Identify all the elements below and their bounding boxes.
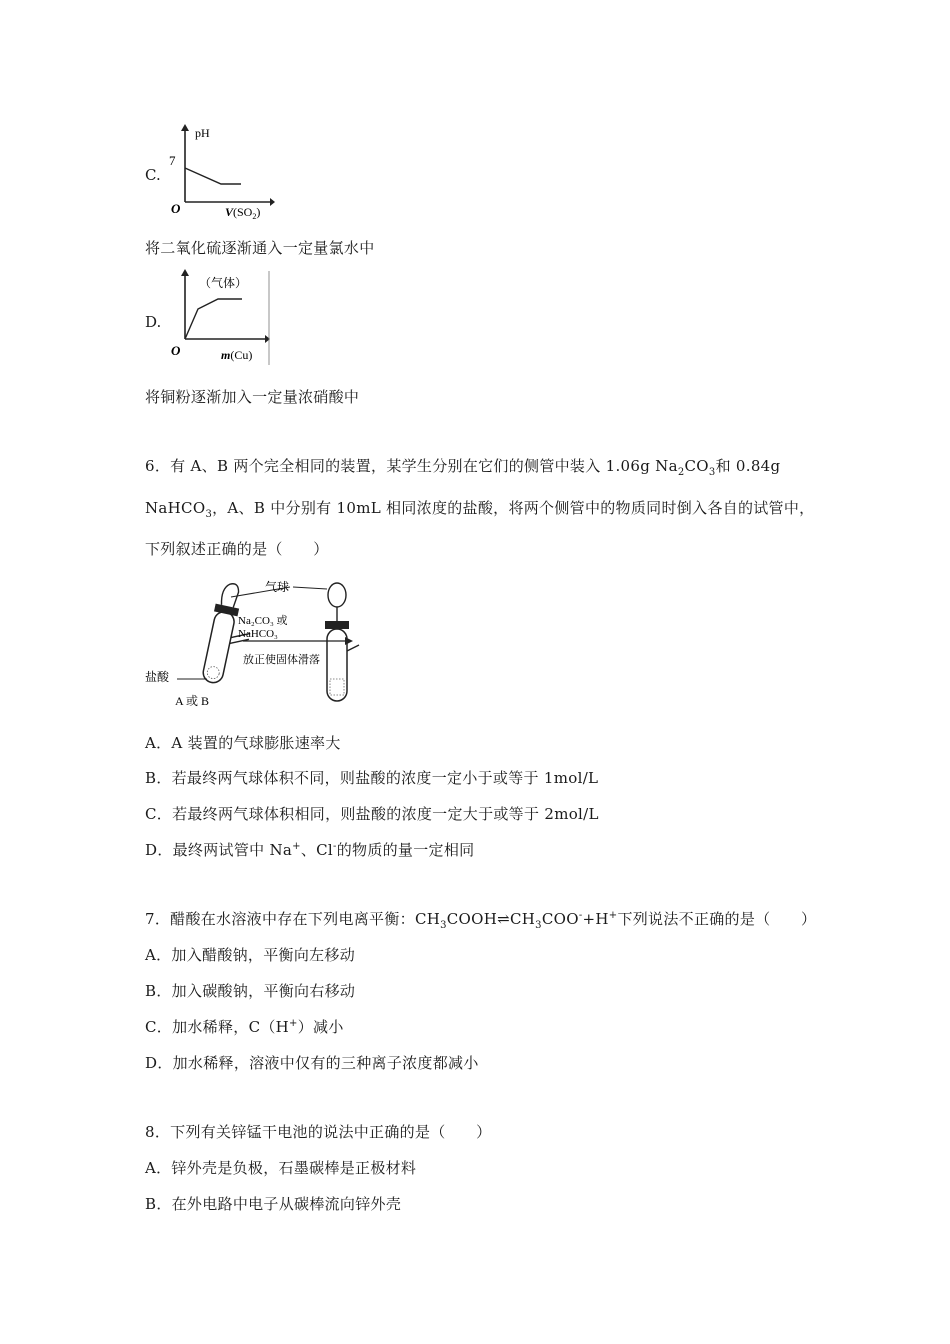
q6-stem-line3: 下列叙述正确的是（ ） xyxy=(145,540,329,558)
q8-option-a: A．锌外壳是负极，石墨碳棒是正极材料 xyxy=(145,1159,417,1177)
apparatus-figure xyxy=(145,575,365,713)
ph-graph xyxy=(165,122,275,220)
q6-stem-line2: NaHCO$_3$，A、B 中分别有 10mL 相同浓度的盐酸，将两个侧管中的物质同时倒入各自的试管中， xyxy=(145,499,815,520)
origin-label: O xyxy=(171,343,181,358)
reagent-label-2: NaHCO₃ xyxy=(238,628,278,640)
ph-axis-label: pH xyxy=(195,126,210,140)
balloon-label: 气球 xyxy=(265,580,290,594)
device-label: A 或 B xyxy=(175,694,210,708)
q8-stem: 8．下列有关锌锰干电池的说法中正确的是（ ） xyxy=(145,1123,492,1141)
gas-graph xyxy=(165,267,275,367)
q6-stem-line1: 6．有 A、B 两个完全相同的装置，某学生分别在它们的侧管中装入 1.06g $Na_2CO_3$和 0.84g xyxy=(145,457,781,478)
q6-option-b: B．若最终两气球体积不同，则盐酸的浓度一定小于或等于 1mol/L xyxy=(145,769,599,787)
option-d-label: D. xyxy=(145,313,162,331)
option-c-desc: 将二氧化硫逐渐通入一定量氯水中 xyxy=(145,239,375,257)
arrow-caption: 放正使固体滑落 xyxy=(243,654,320,666)
q7-option-d: D．加水稀释，溶液中仅有的三种离子浓度都减小 xyxy=(145,1054,479,1072)
so2-axis-label: $V(SO_2)$ xyxy=(225,205,261,220)
option-d-desc: 将铜粉逐渐加入一定量浓硝酸中 xyxy=(145,388,360,406)
acid-label: 盐酸 xyxy=(145,670,170,684)
gas-axis-label: （气体） xyxy=(199,276,248,290)
q7-option-b: B．加入碳酸钠，平衡向右移动 xyxy=(145,982,356,1000)
q6-option-a: A．A 装置的气球膨胀速率大 xyxy=(145,734,341,752)
q7-option-a: A．加入醋酸钠，平衡向左移动 xyxy=(145,946,356,964)
reagent-label-1: Na₂CO₃ 或 xyxy=(238,615,288,627)
option-c-label: C. xyxy=(145,166,161,184)
ph-tick-7: 7 xyxy=(169,153,176,168)
q6-option-c: C．若最终两气球体积相同，则盐酸的浓度一定大于或等于 2mol/L xyxy=(145,805,599,823)
q7-option-c: C．加水稀释，C（H+）减小 xyxy=(145,1018,344,1036)
q7-stem: 7．醋酸在水溶液中存在下列电离平衡：$CH_3COOH\rightleftharpoons CH_3COO^-+H^+$下列说法不正确的是（ ） xyxy=(145,910,817,931)
q6-option-d: D．最终两试管中 Na+、Cl-的物质的量一定相同 xyxy=(145,841,475,859)
q8-option-b: B．在外电路中电子从碳棒流向锌外壳 xyxy=(145,1195,402,1213)
cu-axis-label: m(Cu) xyxy=(221,348,253,362)
origin-label: O xyxy=(171,201,181,216)
